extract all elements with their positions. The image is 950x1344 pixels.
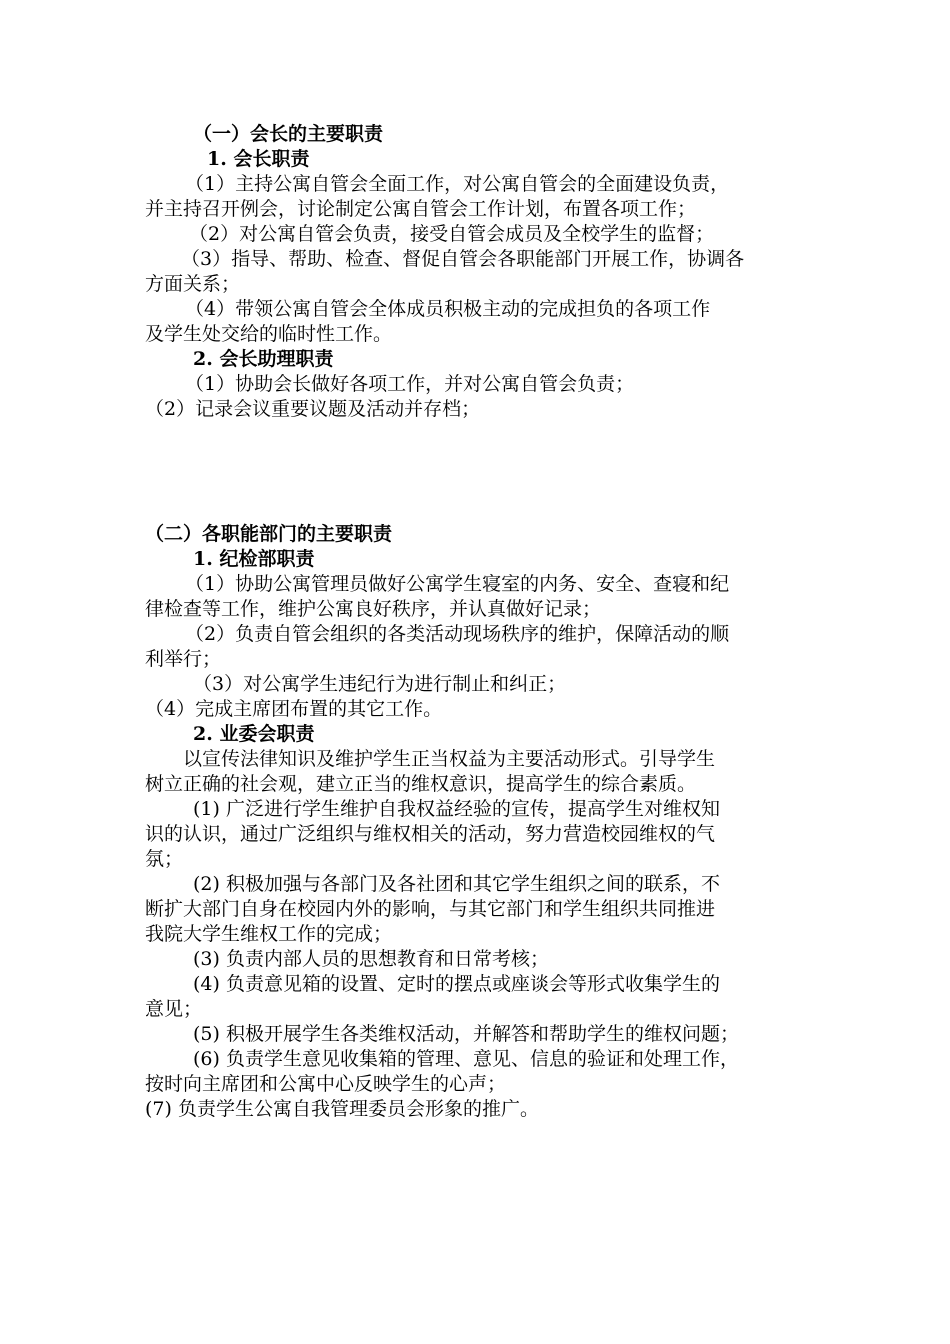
paragraph-line: 方面关系； [145, 273, 241, 295]
section-1 [145, 122, 825, 422]
paragraph-line: 我院大学生维权工作的完成； [145, 923, 393, 945]
paragraph-line: 氛； [145, 848, 184, 870]
paragraph-line: （1）协助公寓管理员做好公寓学生寝室的内务、安全、查寝和纪 [185, 573, 730, 595]
section-1-sub-1-title: 1. 会长职责 [207, 148, 310, 170]
paragraph-line: （2）负责自管会组织的各类活动现场秩序的维护，保障活动的顺 [185, 623, 730, 645]
paragraph-line: (2) 积极加强与各部门及各社团和其它学生组织之间的联系，不 [193, 873, 720, 895]
paragraph-line: 以宣传法律知识及维护学生正当权益为主要活动形式。引导学生 [183, 748, 716, 770]
section-2-heading: （二）各职能部门的主要职责 [145, 523, 393, 545]
paragraph-line: （2）记录会议重要议题及活动并存档； [145, 398, 481, 420]
paragraph-line: 识的认识，通过广泛组织与维权相关的活动，努力营造校园维权的气 [145, 823, 716, 845]
paragraph-line: 按时向主席团和公寓中心反映学生的心声； [145, 1073, 507, 1095]
section-2-sub-2-title: 2. 业委会职责 [193, 723, 315, 745]
section-2-sub-1-title: 1. 纪检部职责 [193, 548, 315, 570]
paragraph-line: (7) 负责学生公寓自我管理委员会形象的推广。 [145, 1098, 539, 1120]
paragraph-line: 并主持召开例会，讨论制定公寓自管会工作计划，布置各项工作； [145, 198, 697, 220]
section-1-sub-2-title: 2. 会长助理职责 [193, 348, 334, 370]
section-2 [145, 522, 825, 1122]
paragraph-line: 及学生处交给的临时性工作。 [145, 323, 393, 345]
paragraph-line: （3）对公寓学生违纪行为进行制止和纠正； [193, 673, 567, 695]
paragraph-line: （2）对公寓自管会负责，接受自管会成员及全校学生的监督； [189, 223, 715, 245]
paragraph-line: (5) 积极开展学生各类维权活动，并解答和帮助学生的维权问题； [193, 1023, 739, 1045]
paragraph-line: (6) 负责学生意见收集箱的管理、意见、信息的验证和处理工作， [193, 1048, 739, 1070]
paragraph-line: 律检查等工作，维护公寓良好秩序，并认真做好记录； [145, 598, 602, 620]
paragraph-line: 意见； [145, 998, 203, 1020]
paragraph-line: 树立正确的社会观，建立正当的维权意识，提高学生的综合素质。 [145, 773, 697, 795]
paragraph-line: (3) 负责内部人员的思想教育和日常考核； [193, 948, 549, 970]
paragraph-line: (1) 广泛进行学生维护自我权益经验的宣传，提高学生对维权知 [193, 798, 720, 820]
section-1-heading: （一）会长的主要职责 [193, 123, 384, 145]
paragraph-line: （3）指导、帮助、检查、督促自管会各职能部门开展工作，协调各 [181, 248, 745, 270]
paragraph-line: 断扩大部门自身在校园内外的影响，与其它部门和学生组织共同推进 [145, 898, 716, 920]
paragraph-line: （1）主持公寓自管会全面工作，对公寓自管会的全面建设负责， [185, 173, 730, 195]
paragraph-line: (4) 负责意见箱的设置、定时的摆点或座谈会等形式收集学生的 [193, 973, 720, 995]
paragraph-line: 利举行； [145, 648, 222, 670]
paragraph-line: （4）带领公寓自管会全体成员积极主动的完成担负的各项工作 [185, 298, 711, 320]
paragraph-line: （1）协助会长做好各项工作，并对公寓自管会负责； [185, 373, 635, 395]
paragraph-line: （4）完成主席团布置的其它工作。 [145, 698, 443, 720]
